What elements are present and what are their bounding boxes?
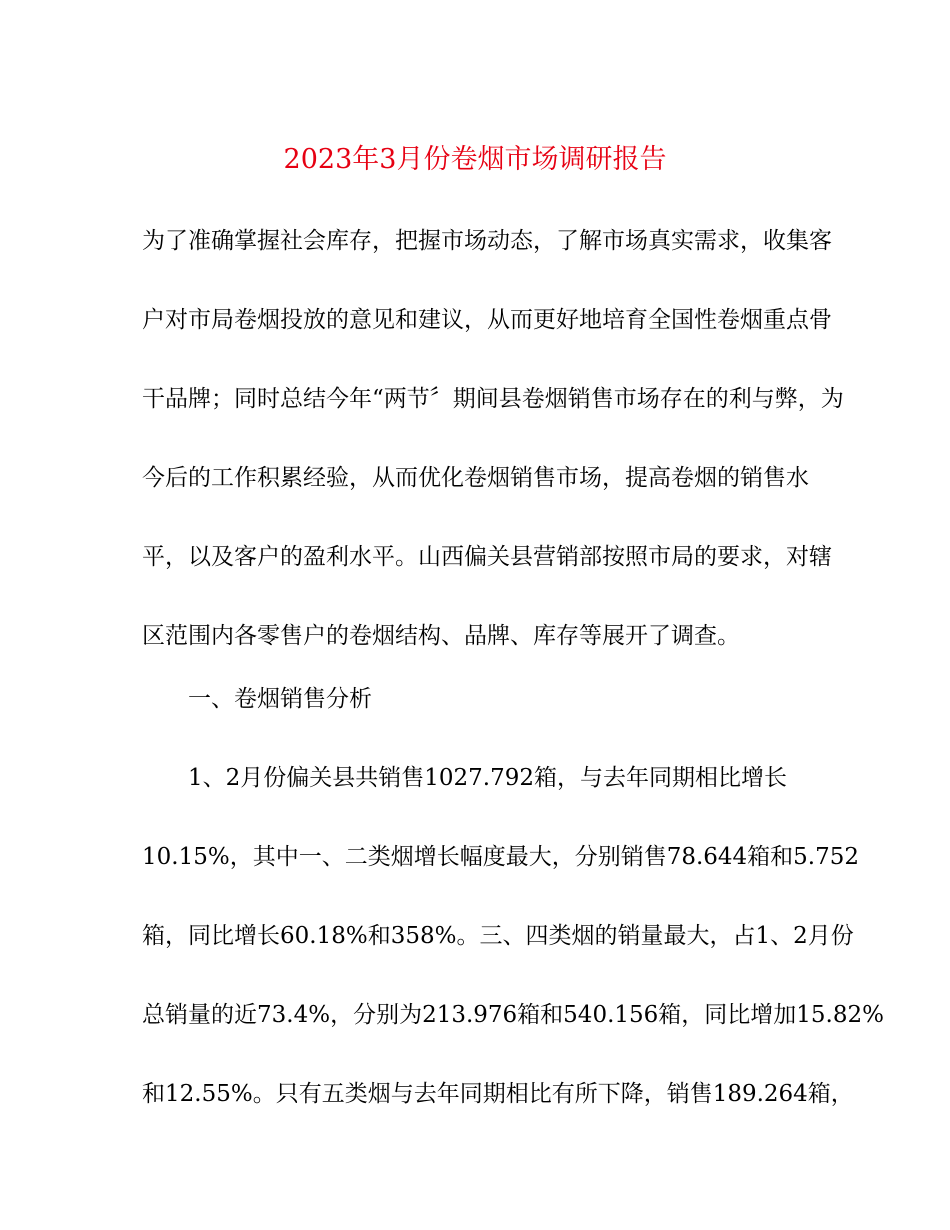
paragraph-line: 干品牌；同时总结今年“两节〞期间县卷烟销售市场存在的利与弊，为 [142, 386, 844, 412]
paragraph-line: 总销量的近73.4%，分别为213.976箱和540.156箱，同比增加15.82% [142, 1002, 884, 1028]
section-heading: 一、卷烟销售分析 [188, 686, 372, 712]
paragraph-line: 今后的工作积累经验，从而优化卷烟销售市场，提高卷烟的销售水 [142, 465, 809, 491]
paragraph-line: 箱，同比增长60.18%和358%。三、四类烟的销量最大，占1、2月份 [142, 923, 854, 949]
paragraph-line: 和12.55%。只有五类烟与去年同期相比有所下降，销售189.264箱， [142, 1081, 854, 1107]
paragraph-line: 10.15%，其中一、二类烟增长幅度最大，分别销售78.644箱和5.752 [142, 844, 860, 870]
paragraph-line: 1、2月份偏关县共销售1027.792箱，与去年同期相比增长 [188, 765, 788, 791]
paragraph-line: 区范围内各零售户的卷烟结构、品牌、库存等展开了调查。 [142, 623, 740, 649]
paragraph-line: 为了准确掌握社会库存，把握市场动态，了解市场真实需求，收集客 [142, 228, 832, 254]
paragraph-line: 户对市局卷烟投放的意见和建议，从而更好地培育全国性卷烟重点骨 [142, 307, 832, 333]
document-title: 2023年3月份卷烟市场调研报告 [283, 144, 667, 175]
paragraph-line: 平，以及客户的盈利水平。山西偏关县营销部按照市局的要求，对辖 [142, 544, 832, 570]
